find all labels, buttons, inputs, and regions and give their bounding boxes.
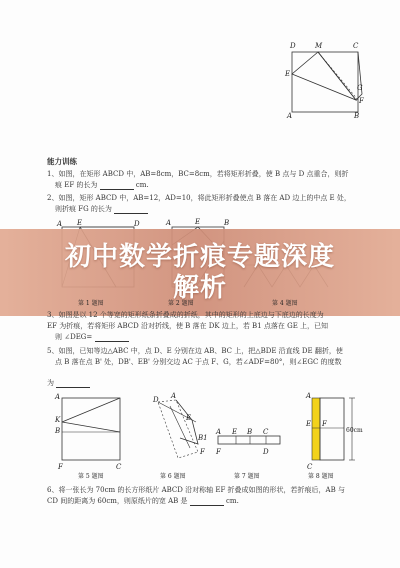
f7-label-C: C: [263, 428, 269, 436]
banner-title-line-2: 解析: [172, 272, 227, 303]
f8-dimension: 60cm: [346, 427, 363, 434]
f2-label-A: A: [166, 219, 172, 227]
f2-label-E: E: [195, 218, 201, 226]
top-figure: [0, 0, 400, 140]
figure-row-2-captions: [0, 468, 400, 482]
f4-caption: 第 4 题图: [272, 300, 298, 307]
f6-label-B1: B1: [198, 434, 208, 442]
q3-text: 3、如图是以 12 个等宽的矩形纸条折叠成的折纸，其中的矩形的上底边与下底边的长度为: [47, 311, 324, 319]
q5-text: 5、如图，已知等边△ABC 中，点 D、E 分别在边 AB、BC 上，把△BDE 沿直线 DE 翻折，使: [47, 347, 343, 355]
q2-blank: [114, 206, 148, 214]
q1-text: 1、如图，在矩形 ABCD 中，AB=8cm，BC=8cm，若将矩形折叠，使 B 点与 D 点重合，则折: [47, 170, 349, 178]
q2-text: 2、如图，矩形 ABCD 中，AB=12，AD=10，将此矩形折叠使点 B 落在 AD 边上的中点 E 处，: [47, 194, 351, 202]
f6-label-E: E: [186, 414, 192, 422]
f1-caption: 第 1 题图: [78, 300, 104, 307]
top-label-C: C: [353, 42, 359, 50]
top-label-A: A: [287, 112, 293, 120]
top-label-B: B: [354, 112, 360, 120]
q5-text-3: [47, 378, 90, 388]
section-title: 能力训练: [47, 157, 77, 166]
f2-label-B: B: [224, 219, 230, 227]
top-label-F: F: [359, 97, 364, 105]
q3-text-2: EF 为折痕，若将矩形 ABCD 沿对折线，使 B 落在 DK 边上，若 B1 点落在 GE 上，已知: [47, 322, 329, 330]
f1-label-E: E: [77, 219, 83, 227]
f8-label-A: A: [306, 392, 312, 400]
q2-text2: 则折痕 FG 的长为: [55, 205, 112, 213]
q5-text3: 为: [47, 379, 54, 387]
f5-label-B: B: [55, 427, 61, 435]
q3-text-3: [55, 332, 129, 342]
q3-blank: [95, 334, 129, 342]
q1-unit: cm.: [135, 181, 149, 189]
f7-label-A: A: [216, 428, 222, 436]
f5-label-C: C: [116, 463, 122, 471]
f5-label-K: K: [55, 416, 61, 424]
q6-unit: cm.: [226, 497, 239, 505]
f6-caption: 第 6 题图: [160, 473, 186, 480]
f5-label-A: A: [55, 393, 61, 401]
top-label-E: E: [285, 70, 291, 78]
q6-text: 6、将一张长为 70cm 的长方形纸片 ABCD 沿对称轴 EF 折叠成如图的形状，若折痕后，AB 与: [47, 486, 345, 494]
top-label-D: D: [290, 42, 296, 50]
f5-caption: 第 5 题图: [78, 473, 104, 480]
top-label-G: G: [357, 84, 363, 92]
q5-blank: [56, 380, 90, 388]
f7-label-D: D: [263, 448, 269, 456]
q6-blank: [190, 498, 224, 506]
q2-text-2: [55, 204, 148, 214]
q1-text-2: [55, 180, 149, 190]
f8-label-F: F: [322, 420, 327, 428]
f1-label-D: D: [134, 220, 140, 228]
q6-text-2: [47, 496, 239, 506]
q1-blank: [100, 182, 134, 190]
f8-label-C: C: [307, 463, 313, 471]
q5-text-2: 点 B 落在点 B' 处，DB'、EB' 分别交边 AC 于点 F、G，若∠ADF=80°，则∠EGC 的度数: [55, 358, 342, 366]
q3-text3: 则 ∠DEG=: [55, 333, 93, 341]
f7-label-F: F: [216, 448, 221, 456]
f6-label-A: A: [171, 392, 177, 400]
f1-label-A: A: [57, 220, 63, 228]
q1-text2: 痕 EF 的长为: [55, 181, 98, 189]
q6-text2: CD 间的距离为 60cm，则原纸片的宽 AB 是: [47, 497, 188, 505]
f7-caption: 第 7 题图: [234, 473, 260, 480]
f2-caption: 第 2 题图: [168, 300, 194, 307]
f6-label-F: F: [200, 448, 205, 456]
f7-label-E: E: [232, 428, 238, 436]
f7-label-B: B: [247, 428, 253, 436]
banner-title-line-1: 初中数学折痕专题深度: [64, 241, 335, 272]
f8-label-E: E: [306, 420, 312, 428]
f8-caption: 第 8 题图: [308, 473, 334, 480]
f6-label-D: D: [153, 396, 159, 404]
f5-label-F: F: [58, 463, 63, 471]
top-label-M: M: [315, 42, 323, 50]
